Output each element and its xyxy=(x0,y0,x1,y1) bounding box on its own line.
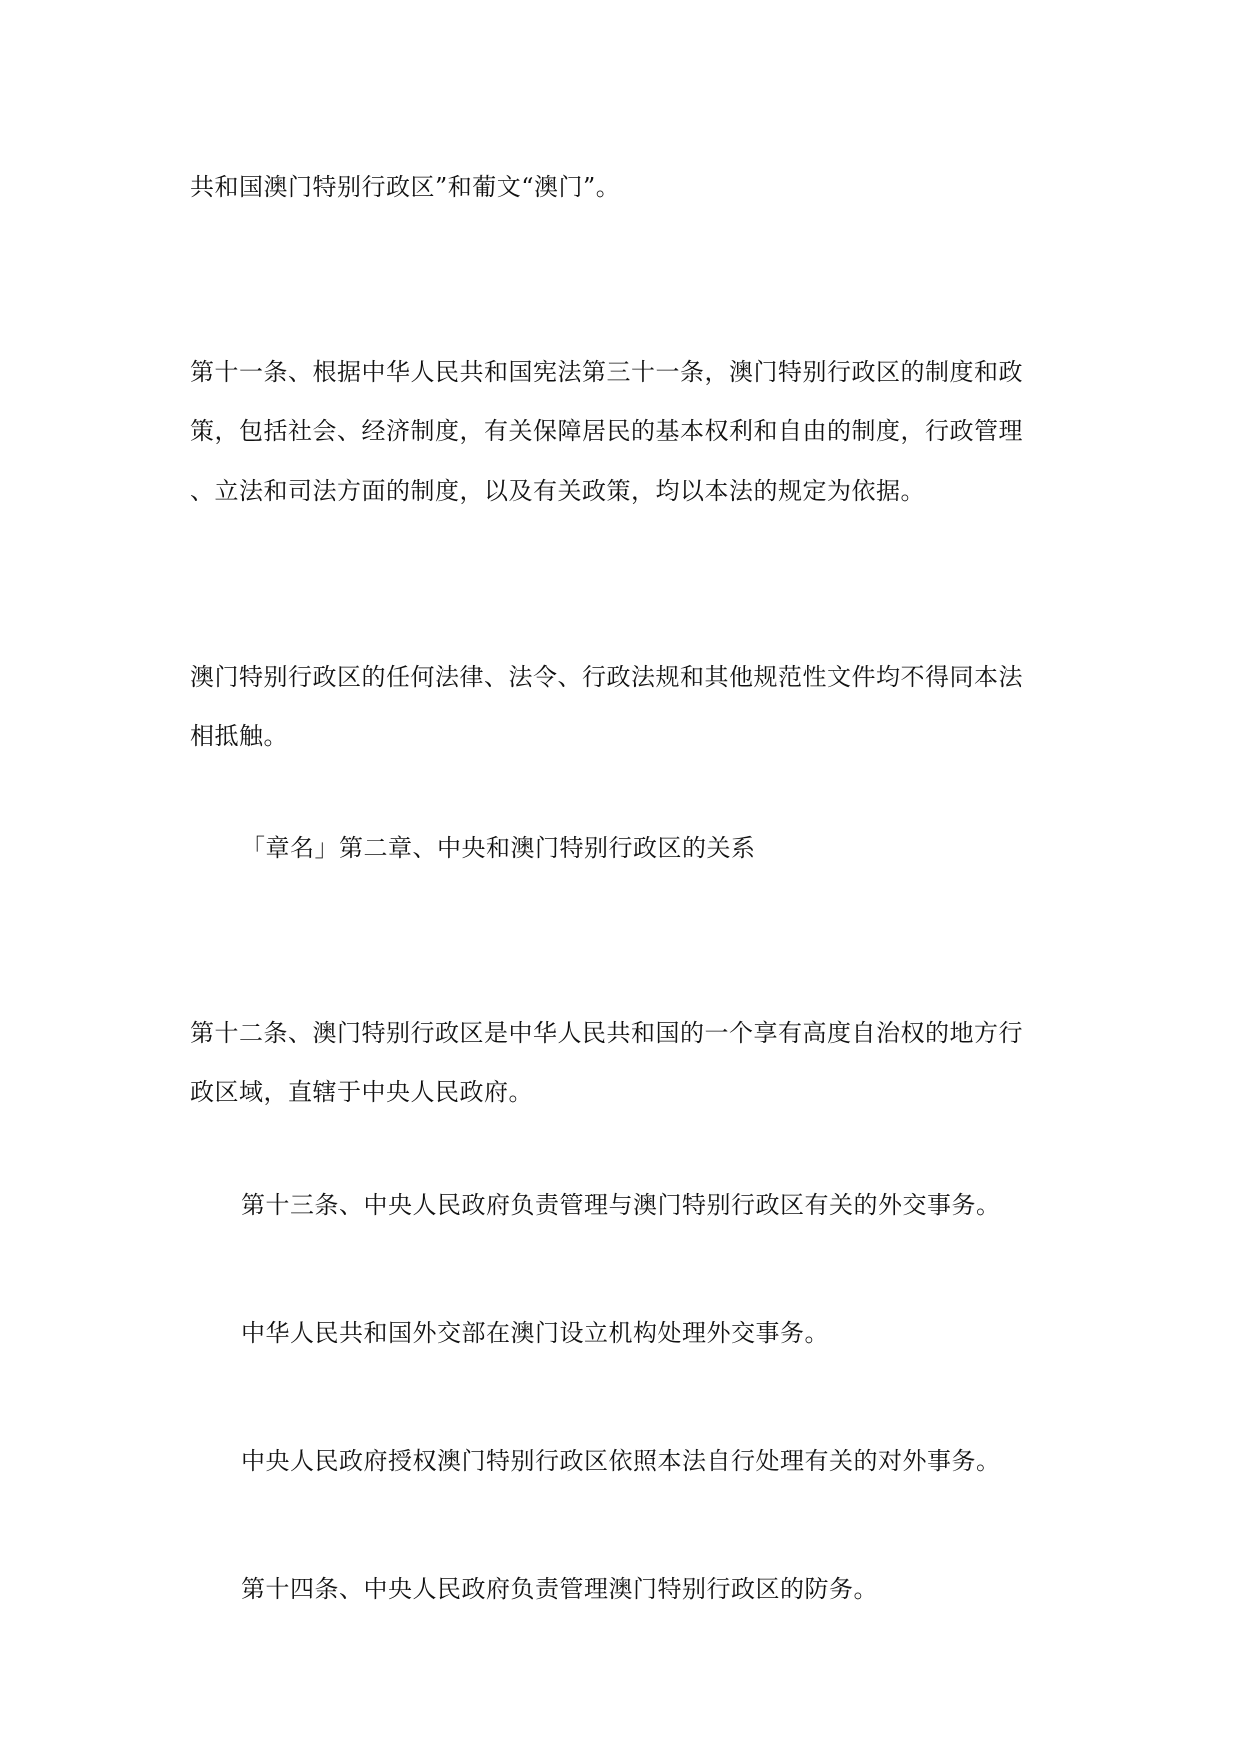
chapter-heading: 「章名」第二章、中央和澳门特别行政区的关系 xyxy=(241,834,756,862)
article-11-line-3: 、立法和司法方面的制度，以及有关政策，均以本法的规定为依据。 xyxy=(190,477,925,505)
paragraph-line-1: 澳门特别行政区的任何法律、法令、行政法规和其他规范性文件均不得同本法 xyxy=(190,663,1023,691)
article-11-line-1: 第十一条、根据中华人民共和国宪法第三十一条，澳门特别行政区的制度和政 xyxy=(190,358,1023,386)
paragraph-line-2: 相抵触。 xyxy=(190,722,288,750)
article-12-line-2: 政区域，直辖于中央人民政府。 xyxy=(190,1078,533,1106)
article-12-line-1: 第十二条、澳门特别行政区是中华人民共和国的一个享有高度自治权的地方行 xyxy=(190,1019,1023,1047)
article-13-line: 第十三条、中央人民政府负责管理与澳门特别行政区有关的外交事务。 xyxy=(241,1191,1001,1219)
external-affairs-line: 中央人民政府授权澳门特别行政区依照本法自行处理有关的对外事务。 xyxy=(241,1447,1001,1475)
text-line-1: 共和国澳门特别行政区”和葡文“澳门”。 xyxy=(190,173,621,201)
article-14-line: 第十四条、中央人民政府负责管理澳门特别行政区的防务。 xyxy=(241,1575,878,1603)
foreign-affairs-line: 中华人民共和国外交部在澳门设立机构处理外交事务。 xyxy=(241,1319,829,1347)
article-11-line-2: 策，包括社会、经济制度，有关保障居民的基本权利和自由的制度，行政管理 xyxy=(190,417,1023,445)
